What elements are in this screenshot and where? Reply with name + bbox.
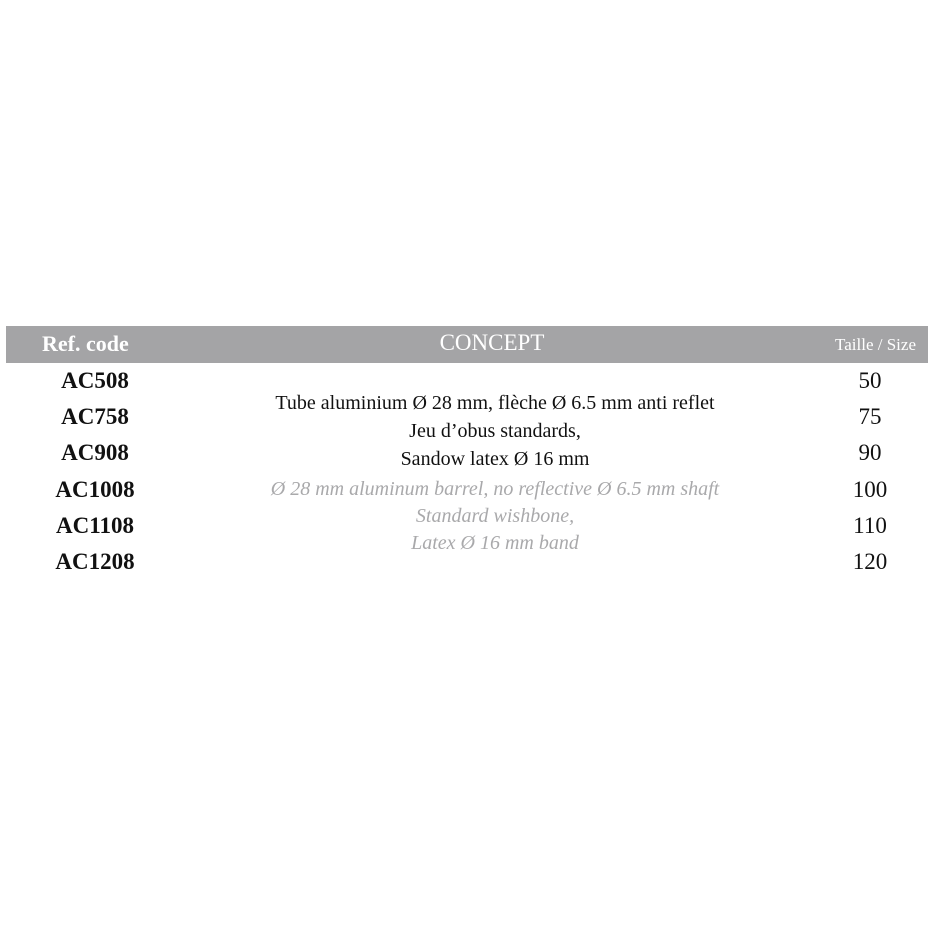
concept-description-english xyxy=(200,476,790,557)
concept-line: Ø 28 mm aluminum barrel, no reflective Ø 6.5 mm shaft xyxy=(270,478,720,500)
concept-line: Sandow latex Ø 16 mm xyxy=(400,448,590,470)
size-cell: 75 xyxy=(858,404,882,430)
ref-code-cell: AC1108 xyxy=(56,512,134,538)
ref-code-cell: AC908 xyxy=(61,440,129,466)
size-column xyxy=(820,366,920,583)
size-cell: 90 xyxy=(858,440,882,466)
size-cell: 110 xyxy=(853,512,887,538)
ref-code-cell: AC1208 xyxy=(55,548,135,574)
concept-line: Jeu d’obus standards, xyxy=(409,420,581,442)
ref-code-cell: AC758 xyxy=(61,404,129,430)
concept-header: CONCEPT xyxy=(439,330,545,355)
concept-line: Tube aluminium Ø 28 mm, flèche Ø 6.5 mm anti reflet xyxy=(275,392,715,414)
ref-code-header: Ref. code xyxy=(42,331,129,356)
size-cell: 120 xyxy=(852,548,888,574)
ref-code-cell: AC1008 xyxy=(55,476,135,502)
size-header: Taille / Size xyxy=(835,335,916,354)
size-cell: 100 xyxy=(852,476,888,502)
concept-line: Standard wishbone, xyxy=(415,505,575,527)
ref-code-column xyxy=(40,366,150,583)
concept-line: Latex Ø 16 mm band xyxy=(411,532,579,554)
concept-description-french xyxy=(200,389,790,473)
ref-code-cell: AC508 xyxy=(61,368,129,393)
size-cell: 50 xyxy=(858,368,882,393)
